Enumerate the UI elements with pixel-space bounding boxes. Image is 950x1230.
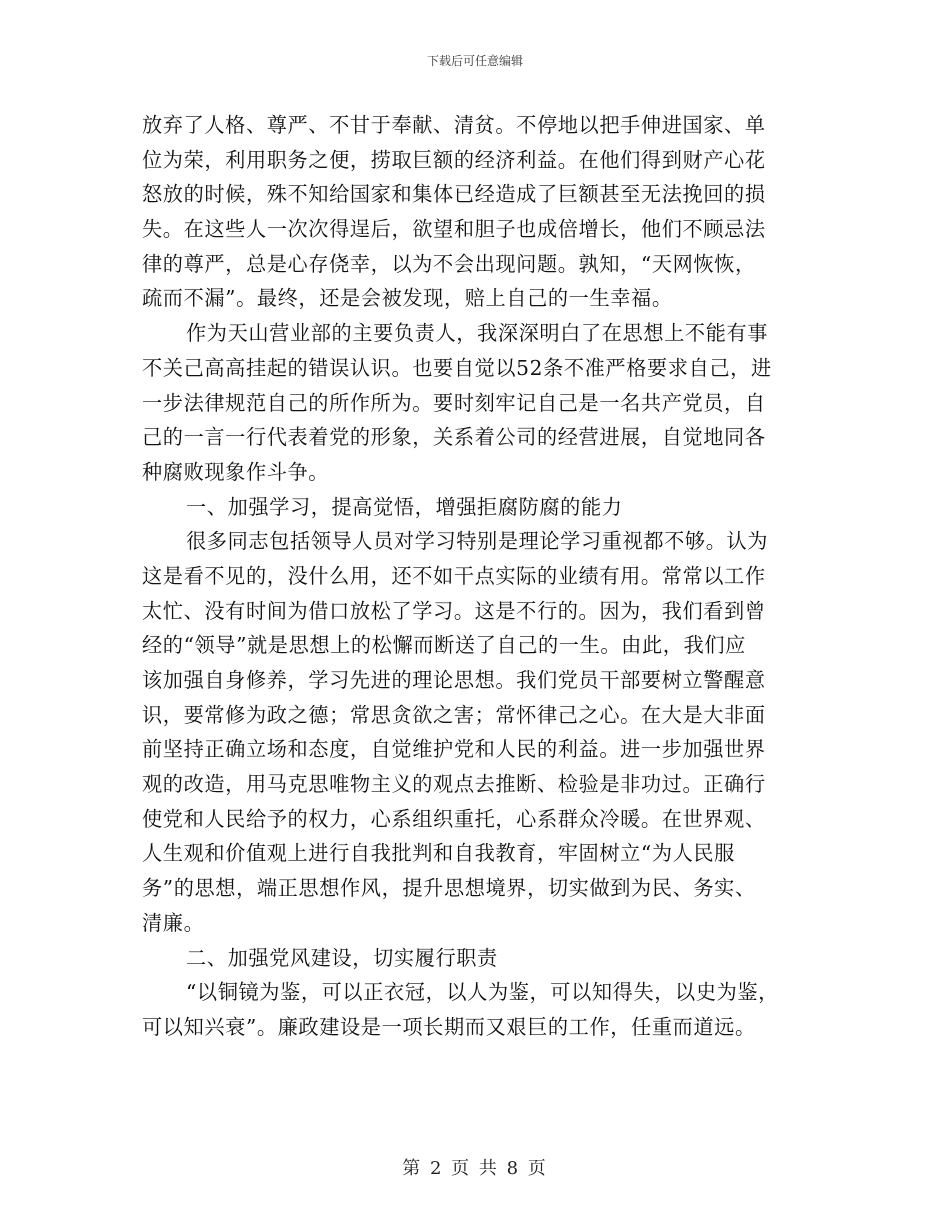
text-line: 经的“领导”就是思想上的松懈而断送了自己的一生。由此，我们应 xyxy=(142,633,746,658)
page-header-note: 下载后可任意编辑 xyxy=(426,54,523,68)
text-line: 这是看不见的，没什么用，还不如干点实际的业绩有用。常常以工作 xyxy=(142,563,766,588)
text-line: 疏而不漏”。最终，还是会被发现，赔上自己的一生幸福。 xyxy=(142,286,673,311)
text-line: 失。在这些人一次次得逞后，欲望和胆子也成倍增长，他们不顾忌法 xyxy=(142,217,766,242)
text-line: 前坚持正确立场和态度，自觉维护党和人民的利益。进一步加强世界 xyxy=(142,737,766,762)
text-line: 人生观和价值观上进行自我批判和自我教育，牢固树立“为人民服 xyxy=(142,841,735,866)
text-line: 务”的思想，端正思想作风，提升思想境界，切实做到为民、务实、 xyxy=(142,876,756,901)
paragraph-start-line: 作为天山营业部的主要负责人，我深深明白了在思想上不能有事 xyxy=(186,321,769,346)
text-line: 律的尊严，总是心存侥幸，以为不会出现问题。孰知，“天网恢恢， xyxy=(142,251,756,276)
paragraph-start-line: “以铜镜为鉴，可以正衣冠，以人为鉴，可以知得失，以史为鉴， xyxy=(186,980,779,1005)
text-line: 可以知兴衰”。廉政建设是一项长期而又艰巨的工作，任重而道远。 xyxy=(142,1014,756,1039)
page-number-footer: 第 2 页 共 8 页 xyxy=(402,1158,548,1179)
text-line: 一步法律规范自己的所作所为。要时刻牢记自己是一名共产党员，自 xyxy=(142,390,766,415)
document-body xyxy=(142,108,812,1045)
text-line: 种腐败现象作斗争。 xyxy=(142,459,330,484)
text-line: 观的改造，用马克思唯物主义的观点去推断、检验是非功过。正确行 xyxy=(142,772,766,797)
text-line: 该加强自身修养，学习先进的理论思想。我们党员干部要树立警醒意 xyxy=(142,668,766,692)
text-line: 太忙、没有时间为借口放松了学习。这是不行的。因为，我们看到曾 xyxy=(142,598,766,623)
text-line: 使党和人民给予的权力，心系组织重托，心系群众冷暖。在世界观、 xyxy=(142,806,766,831)
text-line: 清廉。 xyxy=(142,910,205,935)
text-line: 识，要常修为政之德；常思贪欲之害；常怀律己之心。在大是大非面 xyxy=(142,702,766,727)
paragraph-start-line: 很多同志包括领导人员对学习特别是理论学习重视都不够。认为 xyxy=(186,529,769,554)
section-heading-2: 二、加强党风建设，切实履行职责 xyxy=(186,945,498,970)
section-heading-1: 一、加强学习，提高觉悟，增强拒腐防腐的能力 xyxy=(186,494,623,519)
text-line: 不关己高高挂起的错误认识。也要自觉以52条不准严格要求自己，进 xyxy=(142,355,772,380)
text-line: 位为荣，利用职务之便，捞取巨额的经济利益。在他们得到财产心花 xyxy=(142,147,766,172)
text-line: 放弃了人格、尊严、不甘于奉献、清贫。不停地以把手伸进国家、单 xyxy=(142,113,766,137)
text-line: 己的一言一行代表着党的形象，关系着公司的经营进展，自觉地同各 xyxy=(142,425,766,450)
text-line: 怒放的时候，殊不知给国家和集体已经造成了巨额甚至无法挽回的损 xyxy=(142,182,766,207)
